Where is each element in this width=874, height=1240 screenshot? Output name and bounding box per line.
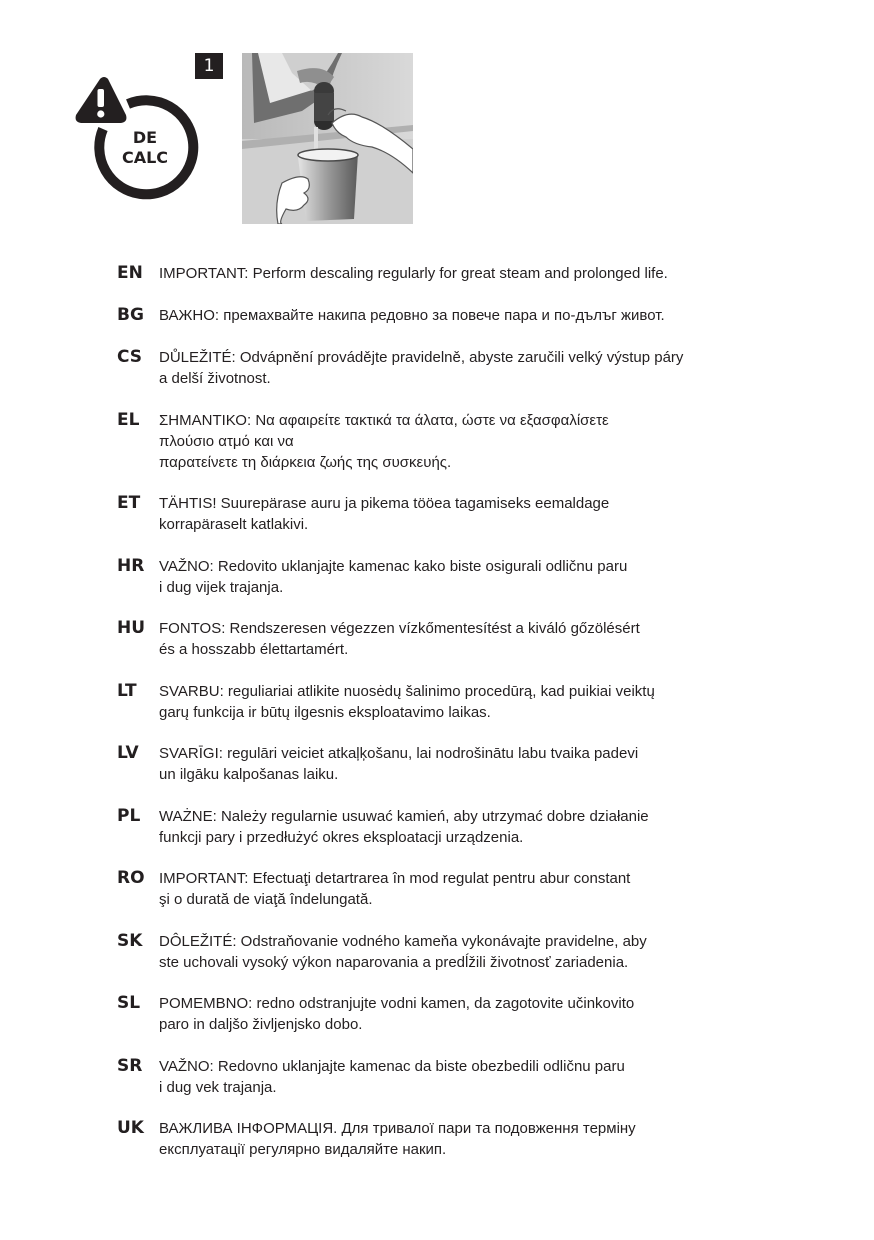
language-code: HU xyxy=(117,618,146,638)
language-code: RO xyxy=(117,868,145,888)
language-text: IMPORTANT: Perform descaling regularly for great steam and prolonged life. xyxy=(159,265,668,282)
language-text: ВАЖЛИВА ІНФОРМАЦІЯ. Для тривалої пари та подовження терміну експлуатації регулярно видаляйте накип. xyxy=(159,1120,636,1158)
language-text: ВАЖНО: премахвайте накипа редовно за повече пара и по-дълъг живот. xyxy=(159,307,665,324)
descale-warning-icon xyxy=(74,75,200,201)
language-text: DÔLEŽITÉ: Odstraňovanie vodného kameňa vykonávajte pravidelne, aby ste uchovali vysoký výkon naparovania a predĺžili životnosť zariadenia. xyxy=(159,933,647,971)
language-code: BG xyxy=(117,305,144,325)
language-text: SVARĪGI: regulāri veiciet atkaļķošanu, lai nodrošinātu labu tvaika padevi un ilgāku kalpošanas laiku. xyxy=(159,745,639,783)
language-code: PL xyxy=(117,806,141,826)
language-text: ΣΗΜΑΝΤΙΚΟ: Να αφαιρείτε τακτικά τα άλατα, ώστε να εξασφαλίσετε πλούσιο ατμό και να παρατείνετε τη διάρκεια ζωής της συσκευής. xyxy=(159,412,609,471)
language-code: CS xyxy=(117,347,143,367)
language-code: ET xyxy=(117,493,141,513)
language-text: POMEMBNO: redno odstranjujte vodni kamen, da zagotovite učinkovito paro in daljšo življenjsko dobo. xyxy=(159,995,635,1033)
warning-triangle-icon xyxy=(76,77,127,123)
language-text: IMPORTANT: Efectuaţi detartrarea în mod regulat pentru abur constant şi o durată de viaţă îndelungată. xyxy=(159,870,631,908)
language-code: HR xyxy=(117,556,145,576)
language-code: EL xyxy=(117,410,140,430)
language-code: LT xyxy=(117,681,137,701)
descaling-illustration xyxy=(242,53,413,224)
language-code: SL xyxy=(117,993,141,1013)
language-text: TÄHTIS! Suurepärase auru ja pikema tööea tagamiseks eemaldage korrapäraselt katlakivi. xyxy=(159,495,610,533)
language-code: SR xyxy=(117,1056,143,1076)
language-code: EN xyxy=(117,263,143,283)
language-text: WAŻNE: Należy regularnie usuwać kamień, aby utrzymać dobre działanie funkcji pary i przedłużyć okres eksploatacji urządzenia. xyxy=(159,808,649,846)
language-code: SK xyxy=(117,931,143,951)
language-text: DŮLEŽITÉ: Odvápnění provádějte pravidelně, abyste zaručili velký výstup páry a delší životnost. xyxy=(159,349,684,387)
step-1-badge: 1 xyxy=(195,53,223,79)
language-code: UK xyxy=(117,1118,144,1138)
language-text: VAŽNO: Redovito uklanjajte kamenac kako biste osigurali odličnu paru i dug vijek trajanja. xyxy=(159,558,628,596)
descale-label-de: DE xyxy=(132,128,158,147)
language-text: FONTOS: Rendszeresen végezzen vízkőmentesítést a kiváló gőzölésért és a hosszabb élettartamért. xyxy=(159,620,640,658)
language-code: LV xyxy=(117,743,139,763)
descale-label-calc: CALC xyxy=(121,148,169,167)
language-text: SVARBU: reguliariai atlikite nuosėdų šalinimo procedūrą, kad puikiai veiktų garų funkcija ir būtų ilgesnis eksploatavimo laikas. xyxy=(159,683,655,721)
language-text: VAŽNO: Redovno uklanjajte kamenac da biste obezbedili odličnu paru i dug vek trajanja. xyxy=(159,1058,625,1096)
